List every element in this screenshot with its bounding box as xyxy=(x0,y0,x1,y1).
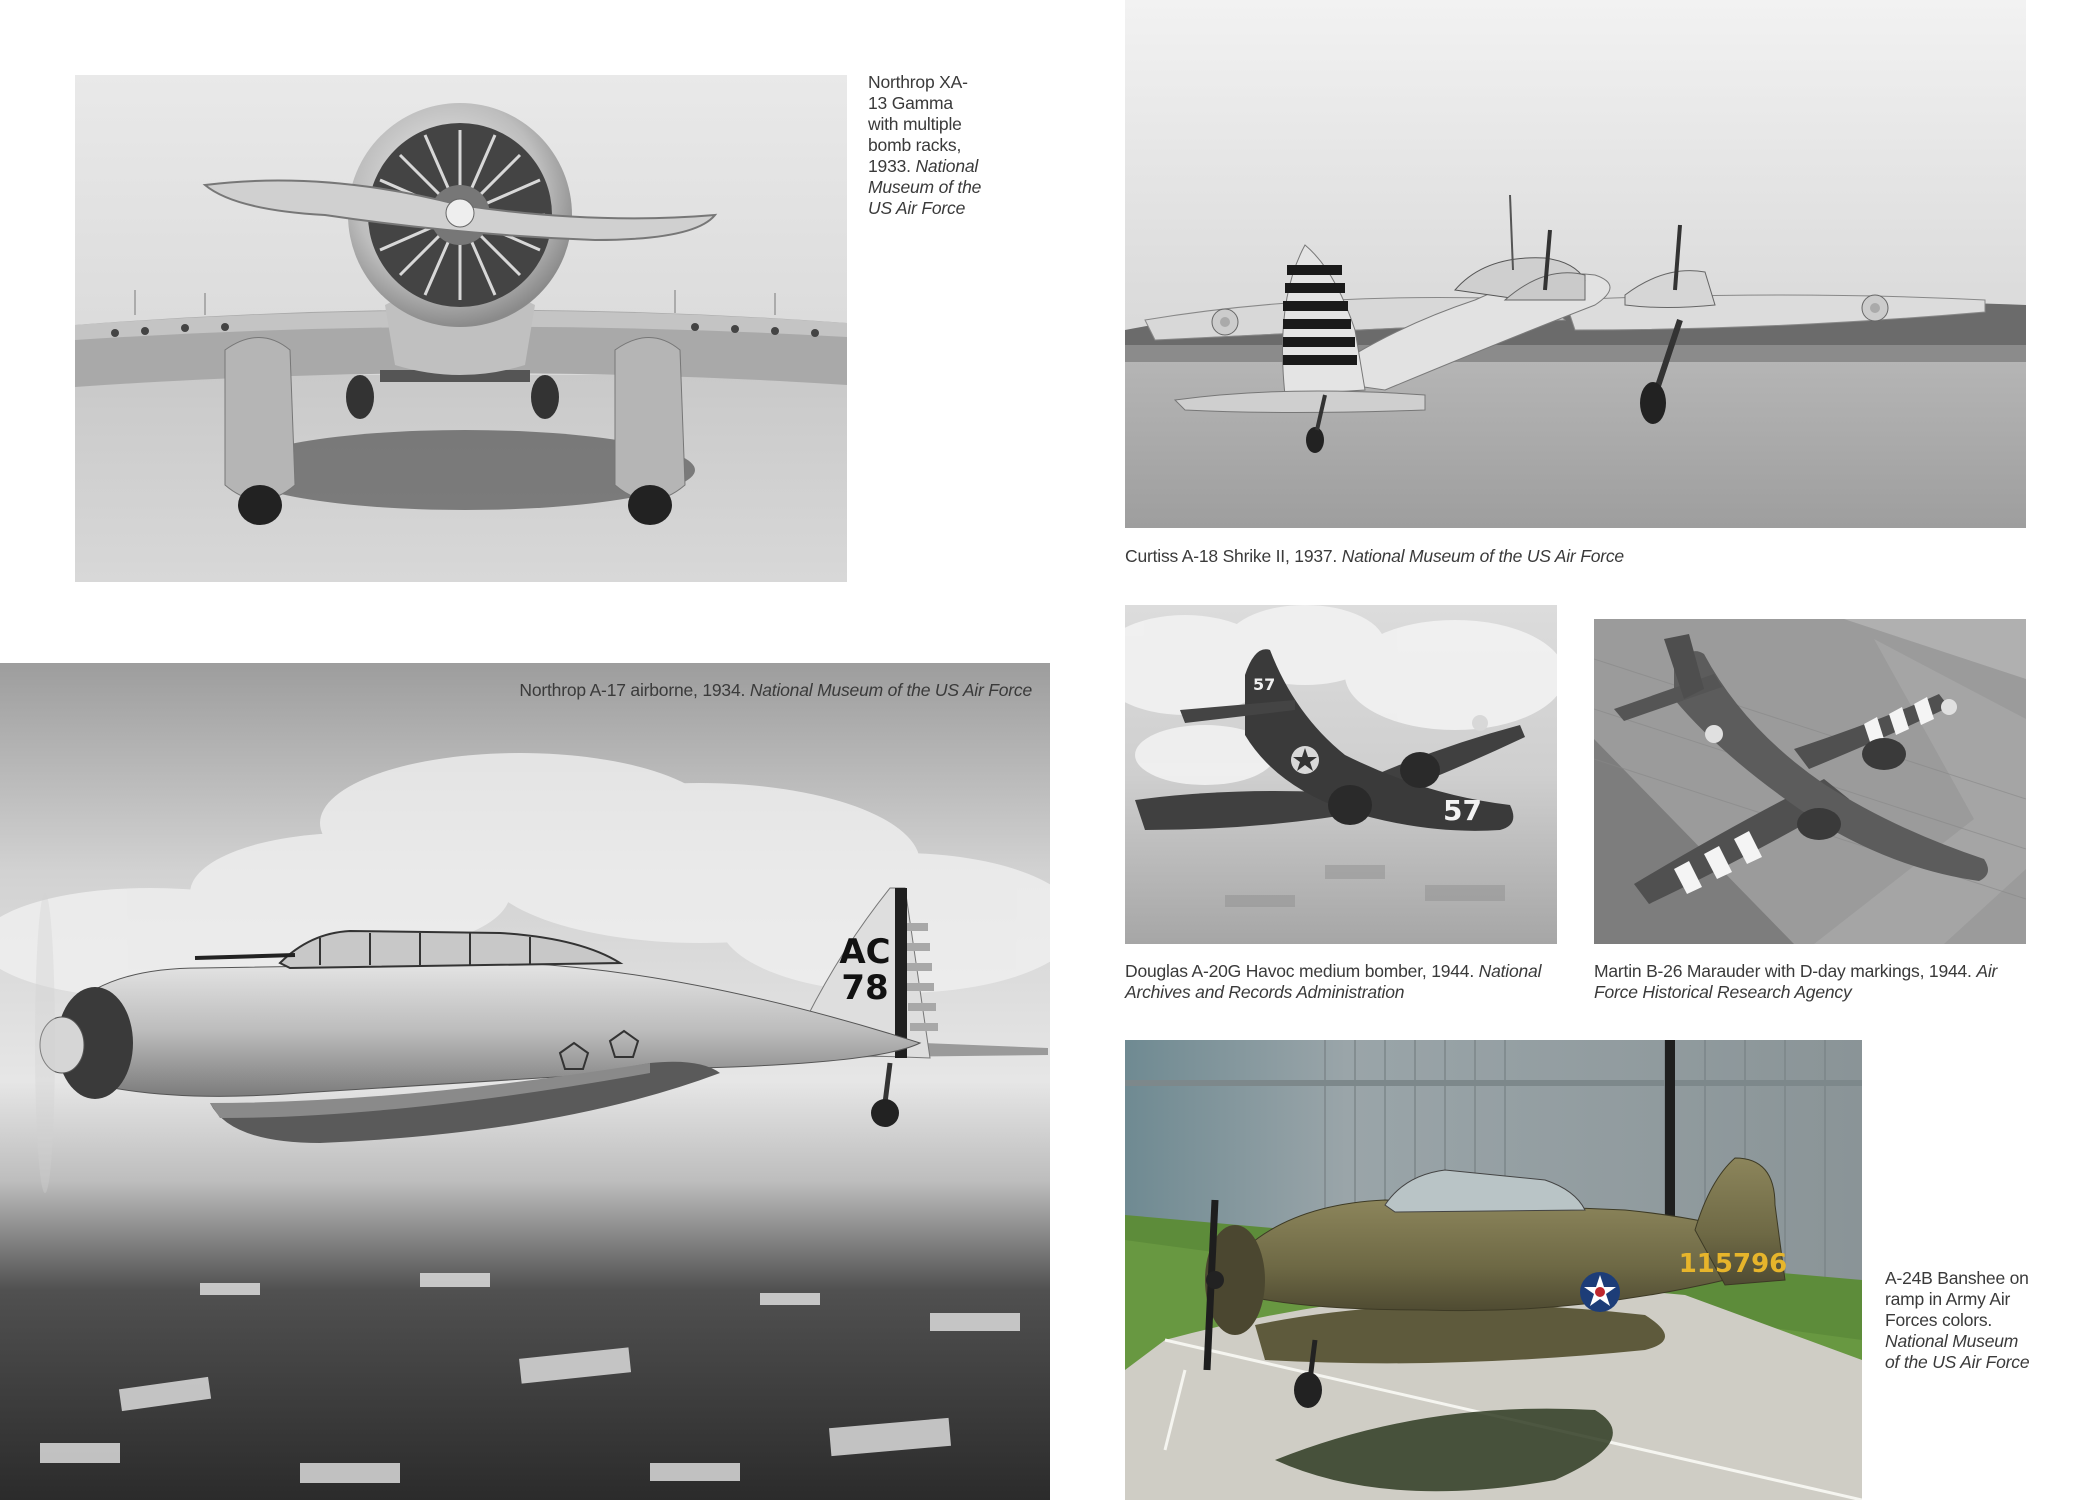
tail-code-line1: AC xyxy=(839,932,891,972)
photo-a18-shrike xyxy=(1125,0,2026,528)
photo-xa13-gamma xyxy=(75,75,847,582)
caption-main: Curtiss A-18 Shrike II, 1937. xyxy=(1125,546,1338,566)
caption-xa13-gamma xyxy=(868,72,986,219)
tail-code-line2: 78 xyxy=(841,968,889,1008)
caption-main: A-24B Banshee on ramp in Army Air Forces colors. xyxy=(1885,1268,2029,1330)
havoc-tail-number: 57 xyxy=(1253,675,1276,694)
photo-a17-airborne xyxy=(0,663,1050,1500)
caption-credit: Air Force Historical Research Agency xyxy=(1594,961,1998,1002)
havoc-nose-number: 57 xyxy=(1443,794,1482,827)
caption-main: Douglas A-20G Havoc medium bomber, 1944. xyxy=(1125,961,1474,981)
caption-credit: National Museum of the US Air Force xyxy=(868,156,982,218)
photo-b26-marauder xyxy=(1594,619,2026,944)
caption-a24b-banshee xyxy=(1885,1268,2035,1373)
caption-a18-shrike xyxy=(1125,546,1825,567)
photo-a20g-havoc xyxy=(1125,605,1557,944)
caption-main: Martin B-26 Marauder with D-day markings, 1944. xyxy=(1594,961,1972,981)
caption-main: Northrop A-17 airborne, 1934. xyxy=(519,680,746,700)
caption-credit: National Museum of the US Air Force xyxy=(1341,546,1624,566)
caption-credit: National Archives and Records Administration xyxy=(1125,961,1542,1002)
caption-b26-marauder xyxy=(1594,961,2014,1003)
caption-credit: National Museum of the US Air Force xyxy=(1885,1331,2030,1372)
caption-a20g-havoc xyxy=(1125,961,1545,1003)
banshee-tail-serial: 115796 xyxy=(1678,1249,1788,1279)
photo-a24b-banshee xyxy=(1125,1040,1862,1500)
caption-a17-airborne xyxy=(472,680,1032,701)
caption-credit: National Museum of the US Air Force xyxy=(749,680,1032,700)
caption-main: Northrop XA-13 Gamma with multiple bomb racks, 1933. xyxy=(868,72,968,176)
